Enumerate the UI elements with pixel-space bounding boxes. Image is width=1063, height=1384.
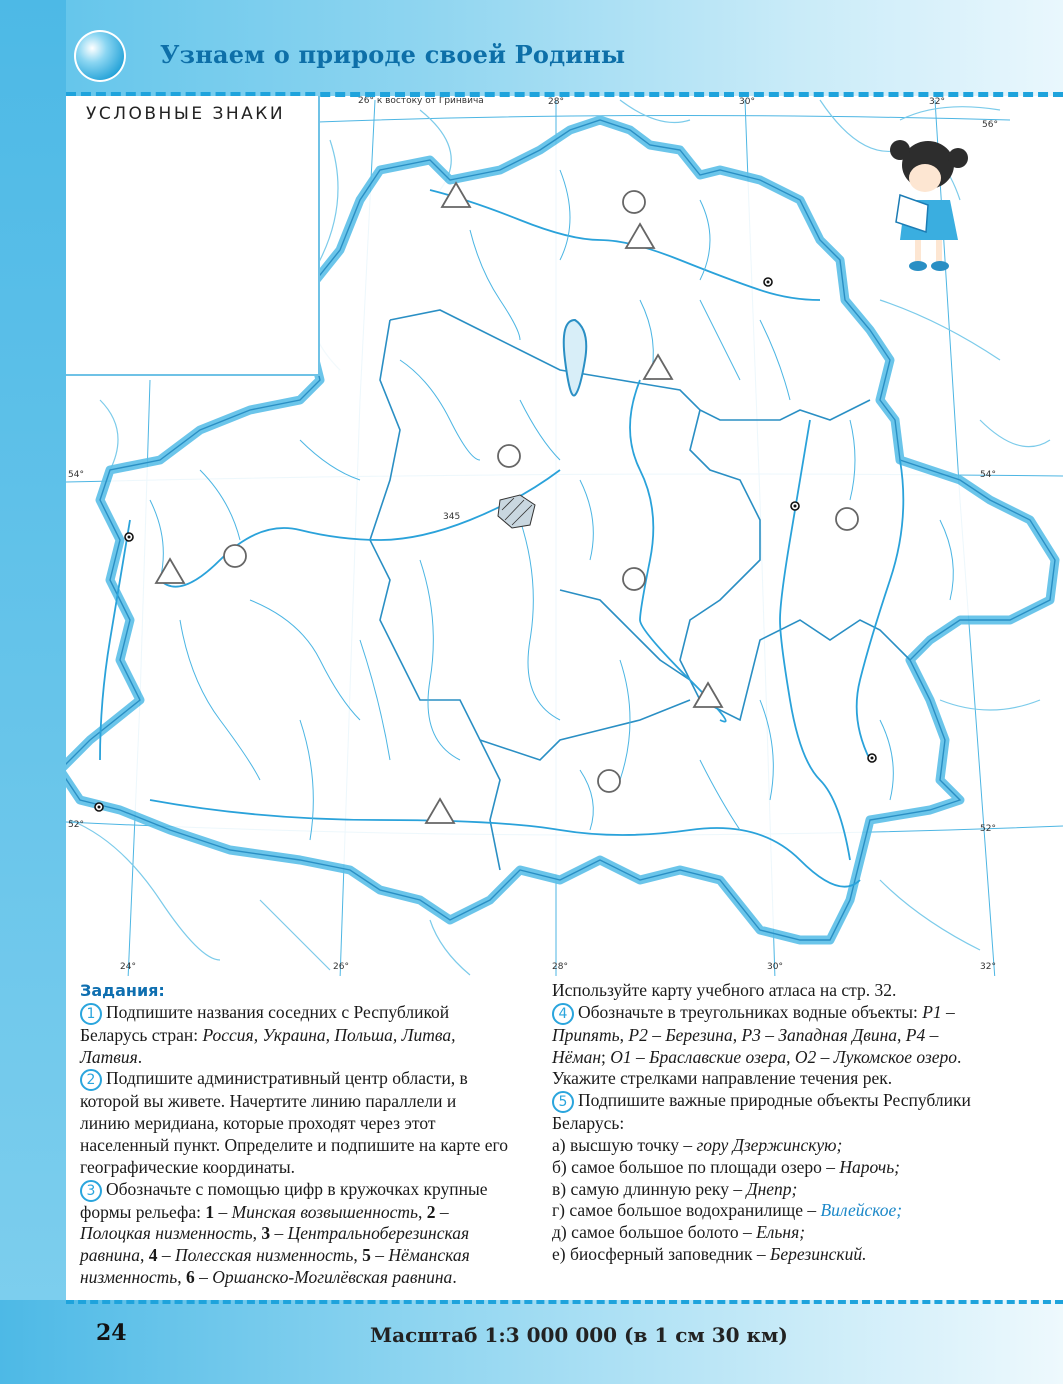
legend-title: УСЛОВНЫЕ ЗНАКИ: [86, 104, 286, 124]
tasks-right: [552, 980, 992, 1266]
task-4: 4 Обозначьте в треугольниках водные объекты: Р1 – Припять, Р2 – Березина, Р3 – Западная Двина, Р4 – Нёман; О1 – Браславские озера, О2 – Лукомское озеро. Укажите стрелками направление течения рек.: [552, 1001, 962, 1089]
task-number: 3: [80, 1180, 102, 1202]
map-scale: Масштаб 1:3 000 000 (в 1 см 30 км): [370, 1323, 788, 1347]
task-1: 1 Подпишите названия соседних с Республикой Беларусь стран: Россия, Украина, Польша, Литва, Латвия.: [80, 1001, 456, 1067]
coord-label: 30°: [767, 962, 783, 972]
coord-label: 54°: [980, 470, 996, 480]
tasks-heading: Задания:: [80, 981, 165, 1000]
task-5-item: в) самую длинную реку – Днепр;: [552, 1178, 798, 1199]
task-5-item: б) самое большое по площади озеро – Нарочь;: [552, 1156, 900, 1177]
coord-label: 28°: [552, 962, 568, 972]
coord-label: 32°: [929, 97, 945, 107]
task-number: 2: [80, 1069, 102, 1091]
coord-label: 52°: [980, 824, 996, 834]
left-band: [0, 0, 66, 1384]
task-2: 2 Подпишите административный центр области, в которой вы живете. Начертите линию параллели и линию меридиана, которые проходят через этот населенный пункт. Определите и подпишите на карте его географические координаты.: [80, 1068, 508, 1177]
coord-label: 26°: [333, 962, 349, 972]
legend-box: [66, 96, 320, 376]
coord-label: 52°: [68, 820, 84, 830]
task-5-item: а) высшую точку – гору Дзержинскую;: [552, 1134, 843, 1155]
globe-icon: [74, 30, 126, 82]
relief-circle[interactable]: [836, 508, 858, 530]
task-number: 4: [552, 1003, 574, 1025]
relief-circle[interactable]: [623, 191, 645, 213]
bottom-divider: [66, 1300, 1063, 1304]
coord-label: 28°: [548, 97, 564, 107]
meridian-label: 26° к востоку от Гринвича: [358, 96, 484, 106]
page-number: 24: [96, 1320, 127, 1346]
coord-label: 32°: [980, 962, 996, 972]
elevation-label: 345: [443, 512, 461, 522]
coord-label: 56°: [982, 120, 998, 130]
relief-circle[interactable]: [623, 568, 645, 590]
relief-circle[interactable]: [498, 445, 520, 467]
task-3: 3 Обозначьте с помощью цифр в кружочках крупные формы рельефа: 1 – Минская возвышенность, 2 – Полоцкая низменность, 3 – Центральноберезинская равнина, 4 – Полесская низменность, 5 – Нёманская низменность, 6 – Оршанско-Могилёвская равнина.: [80, 1178, 488, 1287]
task-number: 5: [552, 1091, 574, 1113]
coord-label: 24°: [120, 962, 136, 972]
relief-circle[interactable]: [224, 545, 246, 567]
task-5-item: д) самое большое болото – Ельня;: [552, 1222, 806, 1243]
task-5: 5 Подпишите важные природные объекты Республики Беларусь:: [552, 1090, 971, 1134]
task-5-item: г) самое большое водохранилище – Вилейское;: [552, 1200, 903, 1221]
task-3-end: Используйте карту учебного атласа на стр. 32.: [552, 980, 897, 1000]
relief-circle[interactable]: [598, 770, 620, 792]
tasks-left: [80, 980, 510, 1289]
coord-label: 54°: [68, 470, 84, 480]
task-number: 1: [80, 1003, 102, 1025]
task-5-item: е) биосферный заповедник – Березинский.: [552, 1243, 867, 1264]
coord-label: 30°: [739, 97, 755, 107]
page-title: Узнаем о природе своей Родины: [160, 40, 626, 69]
